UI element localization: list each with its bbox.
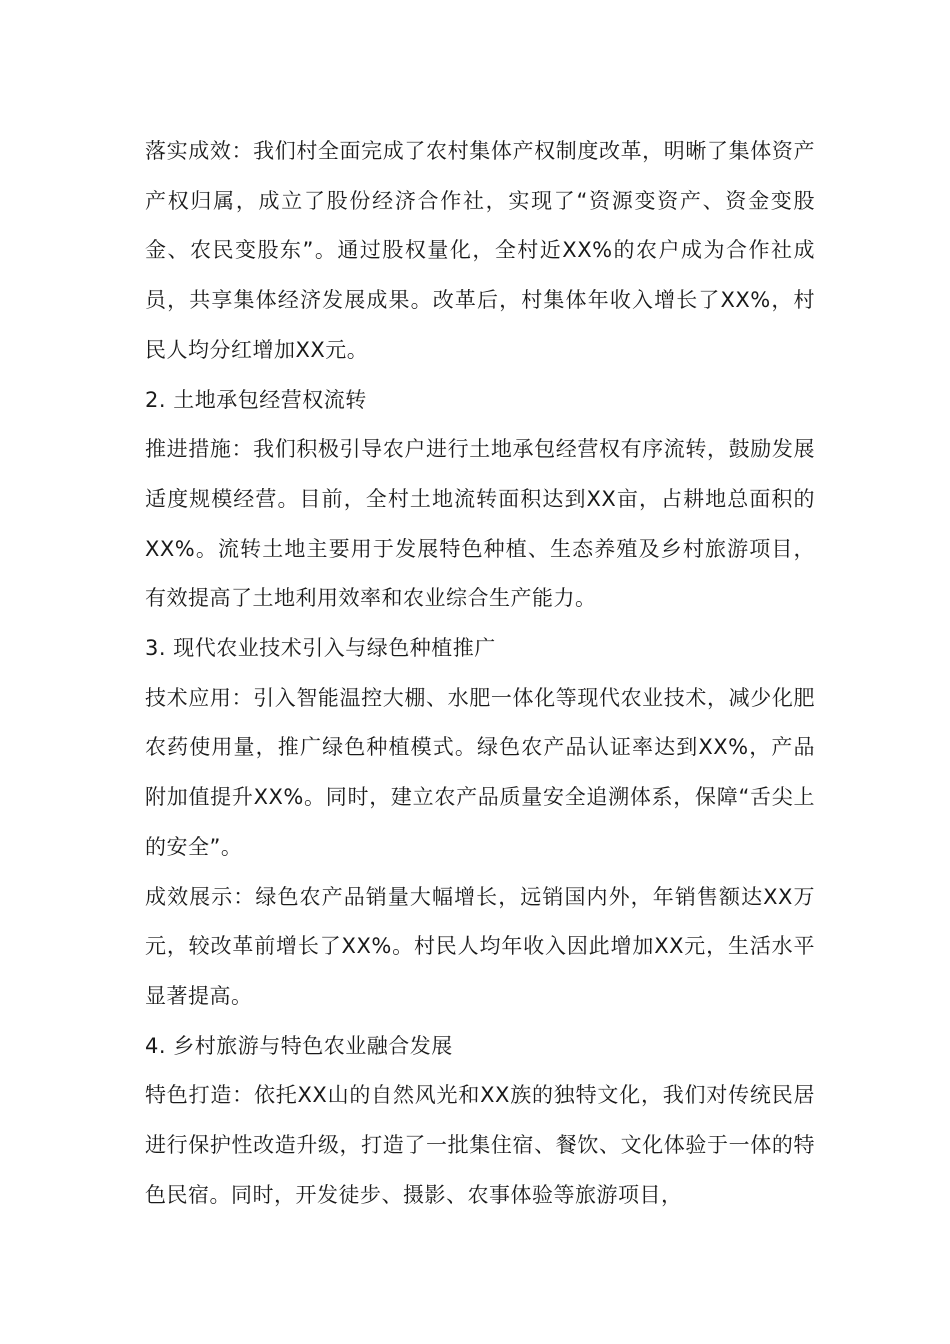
section-heading-modern-agriculture: 3. 现代农业技术引入与绿色种植推广 [145,636,496,661]
paragraph-feature-building: 特色打造：依托XX山的自然风光和XX族的独特文化，我们对传统民居进行保护性改造升级，打造了一批集住宿、餐饮、文化体验于一体的特色民宿。同时，开发徒步、摄影、农事体验等旅游项目， [145,1083,815,1207]
paragraph-implementation-results: 落实成效：我们村全面完成了农村集体产权制度改革，明晰了集体资产产权归属，成立了股份经济合作社，实现了“资源变资产、资金变股金、农民变股东”。通过股权量化，全村近XX%的农户成为合作社成员，共享集体经济发展成果。改革后，村集体年收入增长了XX%，村民人均分红增加XX元。 [145,139,815,362]
section-heading-rural-tourism: 4. 乡村旅游与特色农业融合发展 [145,1033,453,1058]
section-heading-land-transfer: 2. 土地承包经营权流转 [145,387,367,412]
paragraph-results-display: 成效展示：绿色农产品销量大幅增长，远销国内外，年销售额达XX万元，较改革前增长了XX%。村民人均年收入因此增加XX元，生活水平显著提高。 [145,884,815,1008]
document-body [145,127,815,1220]
paragraph-land-measures: 推进措施：我们积极引导农户进行土地承包经营权有序流转，鼓励发展适度规模经营。目前，全村土地流转面积达到XX亩，占耕地总面积的XX%。流转土地主要用于发展特色种植、生态养殖及乡村旅游项目，有效提高了土地利用效率和农业综合生产能力。 [145,437,815,611]
paragraph-technology-application: 技术应用：引入智能温控大棚、水肥一体化等现代农业技术，减少化肥农药使用量，推广绿色种植模式。绿色农产品认证率达到XX%，产品附加值提升XX%。同时，建立农产品质量安全追溯体系，保障“舌尖上的安全”。 [145,685,815,859]
